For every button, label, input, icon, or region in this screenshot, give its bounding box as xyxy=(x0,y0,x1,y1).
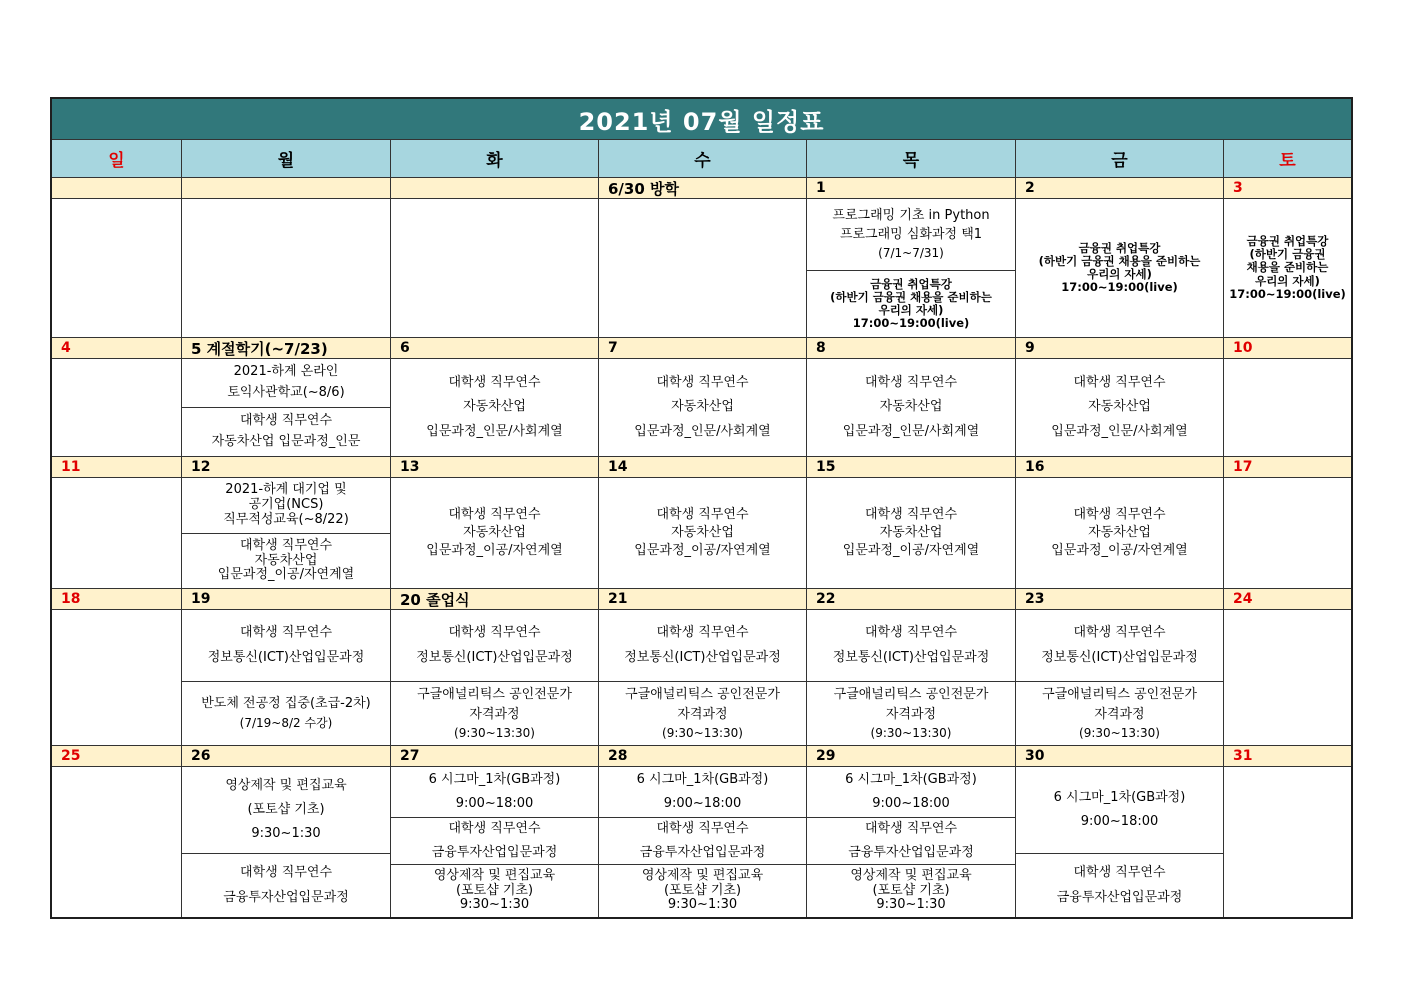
event-line: 우리의 자세) xyxy=(1255,273,1320,288)
event-video-editing xyxy=(599,865,807,917)
weekday-thursday: 목 xyxy=(807,140,1016,178)
event-line: 정보통신(ICT)산업입문과정 xyxy=(1041,649,1198,665)
event-six-sigma xyxy=(599,767,807,818)
date-cell: 14 xyxy=(599,457,807,478)
event-ncs-aptitude xyxy=(182,478,391,534)
event-line: 영상제작 및 편집교육 xyxy=(433,867,556,883)
event-auto-industry xyxy=(391,478,599,589)
event-line: (7/1~7/31) xyxy=(878,245,944,260)
event-line: 우리의 자세) xyxy=(1087,267,1152,281)
event-line: 입문과정_인문/사회계열 xyxy=(1051,423,1188,439)
event-auto-industry xyxy=(182,534,391,589)
event-line: 대학생 직무연수 xyxy=(448,625,541,641)
event-line: 자격과정 xyxy=(469,706,520,722)
event-ict-industry xyxy=(391,610,599,682)
event-line: 자동차산업 xyxy=(671,524,734,540)
event-line: 토익사관학교(~8/6) xyxy=(227,385,345,400)
event-toeic xyxy=(182,359,391,408)
event-line: (9:30~13:30) xyxy=(1079,726,1160,740)
date-cell: 8 xyxy=(807,338,1016,359)
event-six-sigma xyxy=(1016,767,1224,854)
day-cell-empty xyxy=(1224,478,1351,589)
event-auto-industry xyxy=(1016,359,1224,457)
event-line: 6 시그마_1차(GB과정) xyxy=(1053,789,1186,805)
event-line: 대학생 직무연수 xyxy=(1073,865,1166,881)
event-line: 입문과정_인문/사회계열 xyxy=(634,423,771,439)
day-cell-empty xyxy=(391,199,599,338)
day-cell-empty xyxy=(52,610,182,746)
event-line: 입문과정_이공/자연계열 xyxy=(634,543,771,559)
event-finance-investment xyxy=(182,854,391,917)
event-line: (7/19~8/2 수강) xyxy=(239,716,333,731)
date-cell: 5 계절학기(~7/23) xyxy=(182,338,391,359)
event-line: (포토샵 기초) xyxy=(663,882,742,898)
event-line: 직무적성교육(~8/22) xyxy=(223,511,349,527)
event-google-analytics xyxy=(599,682,807,746)
event-line: 구글애널리틱스 공인전문가 xyxy=(417,687,572,702)
event-finance-lecture xyxy=(1224,199,1351,338)
event-ict-industry xyxy=(1016,610,1224,682)
event-line: (9:30~13:30) xyxy=(870,726,952,740)
event-line: 9:00~18:00 xyxy=(455,796,534,811)
date-cell: 12 xyxy=(182,457,391,478)
event-line: 금융권 취업특강 xyxy=(1078,240,1161,255)
event-line: 17:00~19:00(live) xyxy=(852,316,970,331)
day-cell-empty xyxy=(52,199,182,338)
date-cell-saturday: 3 xyxy=(1224,178,1351,199)
event-line: 자동차산업 xyxy=(463,524,526,540)
event-line: 입문과정_이공/자연계열 xyxy=(426,543,563,559)
event-line: 대학생 직무연수 xyxy=(864,820,958,836)
event-line: 6 시그마_1차(GB과정) xyxy=(636,771,769,787)
day-cell-empty xyxy=(1224,359,1351,457)
event-line: 반도체 전공정 집중(초급-2차) xyxy=(201,695,371,711)
day-cell-empty xyxy=(52,767,182,917)
event-line: 자동차산업 입문과정_인문 xyxy=(211,434,361,449)
event-line: 우리의 자세) xyxy=(878,303,944,317)
event-six-sigma xyxy=(807,767,1016,818)
event-line: 6 시그마_1차(GB과정) xyxy=(845,771,977,787)
event-line: 9:00~18:00 xyxy=(663,796,742,811)
date-cell: 2 xyxy=(1016,178,1224,199)
day-cell-empty xyxy=(1224,767,1351,917)
event-line: 금융투자산업입문과정 xyxy=(1056,889,1183,905)
event-google-analytics xyxy=(807,682,1016,746)
event-line: 영상제작 및 편집교육 xyxy=(850,867,972,883)
event-line: 대학생 직무연수 xyxy=(1073,506,1166,522)
event-line: 금융투자산업입문과정 xyxy=(848,845,974,860)
event-auto-industry xyxy=(391,359,599,457)
date-cell-saturday: 17 xyxy=(1224,457,1351,478)
date-cell: 28 xyxy=(599,746,807,767)
event-auto-industry xyxy=(1016,478,1224,589)
event-line: 금융투자산업입문과정 xyxy=(431,845,558,860)
event-semiconductor xyxy=(182,682,391,746)
event-line: 입문과정_이공/자연계열 xyxy=(1051,543,1188,559)
event-line: 입문과정_이공/자연계열 xyxy=(217,567,355,583)
event-line: 대학생 직무연수 xyxy=(239,537,333,553)
event-line: 프로그래밍 기초 in Python xyxy=(832,207,990,223)
event-line: 금융권 취업특강 xyxy=(870,276,952,291)
event-finance-investment xyxy=(391,818,599,865)
date-cell: 27 xyxy=(391,746,599,767)
event-line: 9:30~1:30 xyxy=(251,826,321,842)
date-cell: 6/30 방학 xyxy=(599,178,807,199)
event-line: 대학생 직무연수 xyxy=(239,865,333,881)
event-line: (하반기 금융권 채용을 준비하는 xyxy=(1038,253,1201,268)
date-cell-sunday: 11 xyxy=(52,457,182,478)
date-cell: 21 xyxy=(599,589,807,610)
date-cell-empty xyxy=(182,178,391,199)
event-finance-investment xyxy=(1016,854,1224,917)
event-finance-lecture xyxy=(807,271,1016,338)
event-line: (하반기 금융권 채용을 준비하는 xyxy=(830,289,992,304)
event-line: 9:00~18:00 xyxy=(1080,814,1159,829)
event-line: (하반기 금융권 xyxy=(1249,247,1326,262)
event-line: 금융투자산업입문과정 xyxy=(223,889,349,905)
date-cell: 30 xyxy=(1016,746,1224,767)
event-line: 9:30~1:30 xyxy=(876,897,946,913)
event-auto-industry xyxy=(807,478,1016,589)
event-line: 대학생 직무연수 xyxy=(239,625,333,641)
event-line: 대학생 직무연수 xyxy=(1073,625,1166,641)
event-line: 정보통신(ICT)산업입문과정 xyxy=(207,649,365,665)
event-ict-industry xyxy=(807,610,1016,682)
weekday-saturday: 토 xyxy=(1224,140,1351,178)
event-line: 입문과정_인문/사회계열 xyxy=(426,423,563,439)
weekday-wednesday: 수 xyxy=(599,140,807,178)
date-cell-sunday: 18 xyxy=(52,589,182,610)
event-google-analytics xyxy=(1016,682,1224,746)
date-cell: 16 xyxy=(1016,457,1224,478)
event-auto-industry xyxy=(807,359,1016,457)
day-cell-empty xyxy=(599,199,807,338)
event-line: 대학생 직무연수 xyxy=(448,375,541,391)
event-google-analytics xyxy=(391,682,599,746)
event-line: 6 시그마_1차(GB과정) xyxy=(428,771,561,787)
event-line: 구글애널리틱스 공인전문가 xyxy=(1042,687,1197,702)
event-video-editing xyxy=(391,865,599,917)
weekday-monday: 월 xyxy=(182,140,391,178)
day-cell-empty xyxy=(182,199,391,338)
date-cell-empty xyxy=(391,178,599,199)
date-cell: 7 xyxy=(599,338,807,359)
date-cell: 13 xyxy=(391,457,599,478)
event-line: (9:30~13:30) xyxy=(454,726,535,740)
event-line: 대학생 직무연수 xyxy=(239,413,333,429)
event-line: 대학생 직무연수 xyxy=(448,820,541,836)
event-ict-industry xyxy=(182,610,391,682)
day-cell-empty xyxy=(52,359,182,457)
event-line: 채용을 준비하는 xyxy=(1246,260,1329,275)
date-cell: 20 졸업식 xyxy=(391,589,599,610)
event-line: 영상제작 및 편집교육 xyxy=(641,867,764,883)
date-cell-empty xyxy=(52,178,182,199)
event-line: 2021-하계 온라인 xyxy=(233,364,339,380)
event-line: 정보통신(ICT)산업입문과정 xyxy=(832,649,990,665)
event-auto-industry xyxy=(599,359,807,457)
event-line: 공기업(NCS) xyxy=(248,497,324,513)
event-line: 자동차산업 xyxy=(254,552,318,568)
event-line: 자동차산업 xyxy=(879,399,943,415)
event-line: 자동차산업 xyxy=(879,524,943,540)
event-line: 정보통신(ICT)산업입문과정 xyxy=(624,649,781,665)
event-auto-industry xyxy=(599,478,807,589)
event-line: 자동차산업 xyxy=(1088,399,1151,415)
event-line: (포토샵 기초) xyxy=(247,801,325,817)
event-line: 자격과정 xyxy=(677,706,728,722)
event-line: 대학생 직무연수 xyxy=(448,506,541,522)
event-line: 9:30~1:30 xyxy=(459,897,530,913)
event-line: 17:00~19:00(live) xyxy=(1061,280,1178,295)
event-line: 자격과정 xyxy=(885,706,937,722)
event-line: 구글애널리틱스 공인전문가 xyxy=(833,687,989,702)
event-line: 입문과정_인문/사회계열 xyxy=(842,423,980,439)
date-cell-sunday: 25 xyxy=(52,746,182,767)
event-line: 자격과정 xyxy=(1094,706,1145,722)
event-line: 대학생 직무연수 xyxy=(864,375,958,391)
date-cell: 29 xyxy=(807,746,1016,767)
date-cell: 1 xyxy=(807,178,1016,199)
date-cell-saturday: 31 xyxy=(1224,746,1351,767)
event-line: 대학생 직무연수 xyxy=(1073,375,1166,391)
date-cell: 15 xyxy=(807,457,1016,478)
event-line: 자동차산업 xyxy=(671,399,734,415)
event-video-editing xyxy=(807,865,1016,917)
weekday-friday: 금 xyxy=(1016,140,1224,178)
weekday-tuesday: 화 xyxy=(391,140,599,178)
event-line: 프로그래밍 심화과정 택1 xyxy=(839,226,983,242)
weekday-sunday: 일 xyxy=(52,140,182,178)
event-line: 금융투자산업입문과정 xyxy=(639,845,766,860)
date-cell-saturday: 10 xyxy=(1224,338,1351,359)
event-line: 9:00~18:00 xyxy=(872,796,950,811)
event-line: 영상제작 및 편집교육 xyxy=(225,777,347,793)
date-cell: 22 xyxy=(807,589,1016,610)
event-line: 대학생 직무연수 xyxy=(864,506,958,522)
calendar-table xyxy=(50,97,1353,919)
event-line: 대학생 직무연수 xyxy=(656,820,749,836)
event-finance-investment xyxy=(599,818,807,865)
date-cell: 6 xyxy=(391,338,599,359)
event-line: 자동차산업 xyxy=(1088,524,1151,540)
event-line: 대학생 직무연수 xyxy=(656,506,749,522)
day-cell-empty xyxy=(1224,610,1351,746)
event-finance-investment xyxy=(807,818,1016,865)
event-line: 입문과정_이공/자연계열 xyxy=(842,543,980,559)
event-line: 2021-하계 대기업 및 xyxy=(225,482,347,498)
date-cell: 19 xyxy=(182,589,391,610)
event-line: 정보통신(ICT)산업입문과정 xyxy=(416,649,573,665)
date-cell: 9 xyxy=(1016,338,1224,359)
date-cell-saturday: 24 xyxy=(1224,589,1351,610)
event-line: 9:30~1:30 xyxy=(667,897,738,913)
event-line: 자동차산업 xyxy=(463,399,526,415)
event-ict-industry xyxy=(599,610,807,682)
event-finance-lecture xyxy=(1016,199,1224,338)
event-auto-industry xyxy=(182,408,391,457)
event-video-editing xyxy=(182,767,391,854)
day-cell-empty xyxy=(52,478,182,589)
calendar-title: 2021년 07월 일정표 xyxy=(52,99,1351,140)
date-cell: 26 xyxy=(182,746,391,767)
event-line: 대학생 직무연수 xyxy=(656,375,749,391)
event-line: 대학생 직무연수 xyxy=(864,625,958,641)
event-line: (포토샵 기초) xyxy=(872,882,950,898)
event-python-course xyxy=(807,199,1016,271)
date-cell-sunday: 4 xyxy=(52,338,182,359)
event-line: 금융권 취업특강 xyxy=(1246,233,1329,248)
event-line: 구글애널리틱스 공인전문가 xyxy=(625,687,780,702)
date-cell: 23 xyxy=(1016,589,1224,610)
event-line: 대학생 직무연수 xyxy=(656,625,749,641)
event-line: 17:00~19:00(live) xyxy=(1229,286,1346,301)
event-line: (포토샵 기초) xyxy=(455,882,534,898)
event-six-sigma xyxy=(391,767,599,818)
event-line: (9:30~13:30) xyxy=(662,726,743,740)
